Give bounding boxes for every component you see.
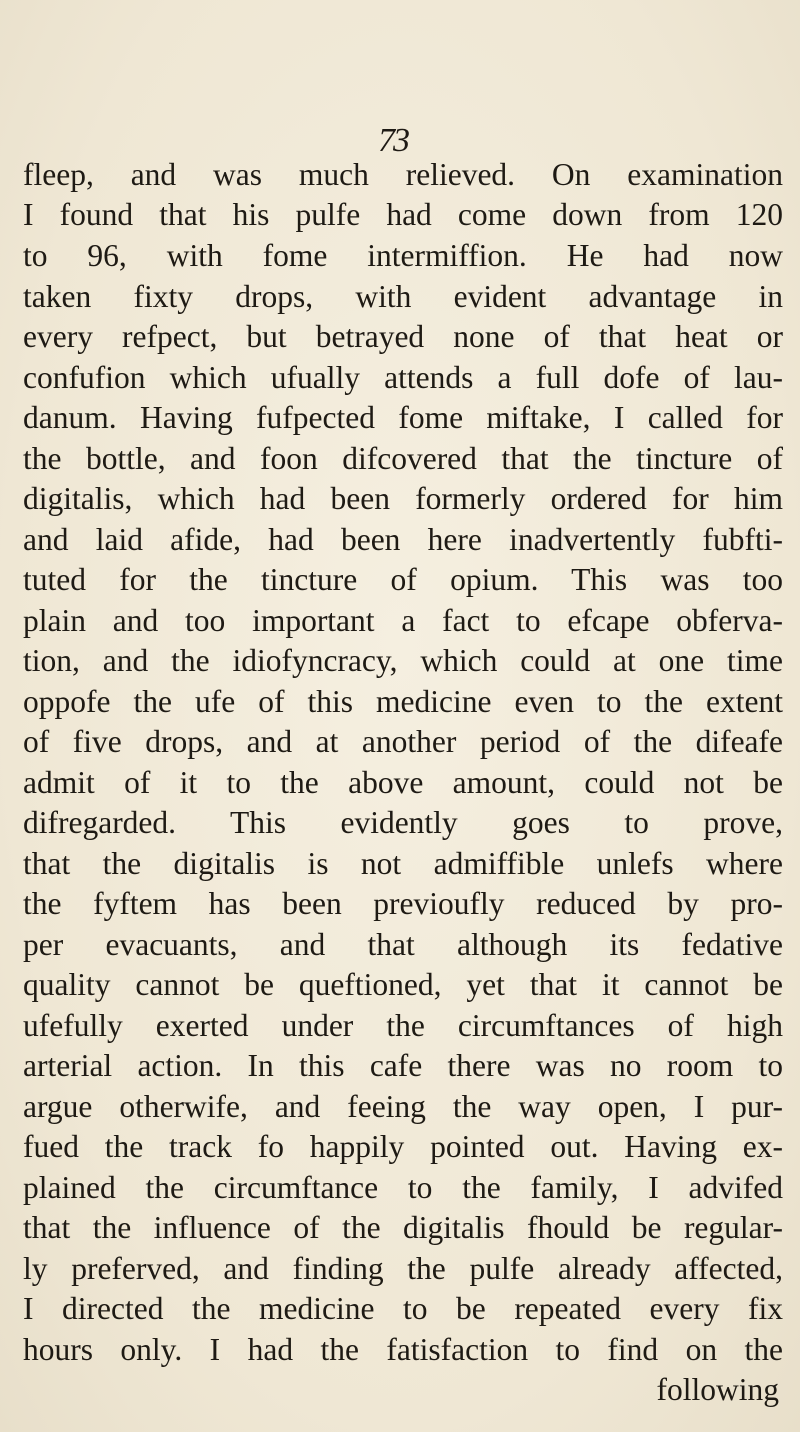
text-line: I found that his pulfe had come down from 120 bbox=[23, 197, 783, 232]
text-line: the bottle, and foon difcovered that the tincture of bbox=[23, 441, 783, 476]
text-line: plain and too important a fact to efcape obferva- bbox=[23, 603, 783, 638]
text-line: hours only. I had the fatisfaction to find on the bbox=[23, 1332, 783, 1367]
text-line: confufion which ufually attends a full dofe of lau- bbox=[23, 360, 783, 395]
text-line: taken fixty drops, with evident advantage in bbox=[23, 279, 783, 314]
text-line: plained the circumftance to the family, I advifed bbox=[23, 1170, 783, 1205]
text-line: quality cannot be queftioned, yet that it cannot be bbox=[23, 967, 783, 1002]
text-line: arterial action. In this cafe there was no room to bbox=[23, 1048, 783, 1083]
text-line: to 96, with fome intermiffion. He had now bbox=[23, 238, 783, 273]
text-line: admit of it to the above amount, could not be bbox=[23, 765, 783, 800]
text-line: I directed the medicine to be repeated every fix bbox=[23, 1291, 783, 1326]
text-line: danum. Having fufpected fome miftake, I called for bbox=[23, 400, 783, 435]
text-line: ufefully exerted under the circumftances of high bbox=[23, 1008, 783, 1043]
text-line: that the influence of the digitalis fhould be regular- bbox=[23, 1210, 783, 1245]
text-line: ly preferved, and finding the pulfe already affected, bbox=[23, 1251, 783, 1286]
text-line: that the digitalis is not admiffible unlefs where bbox=[23, 846, 783, 881]
text-line: fleep, and was much relieved. On examination bbox=[23, 157, 783, 192]
text-line: per evacuants, and that although its fedative bbox=[23, 927, 783, 962]
text-line: argue otherwife, and feeing the way open, I pur- bbox=[23, 1089, 783, 1124]
text-line: oppofe the ufe of this medicine even to the extent bbox=[23, 684, 783, 719]
text-line: the fyftem has been previoufly reduced by pro- bbox=[23, 886, 783, 921]
text-line: fued the track fo happily pointed out. Having ex- bbox=[23, 1129, 783, 1164]
text-line: digitalis, which had been formerly ordered for him bbox=[23, 481, 783, 516]
text-line: tuted for the tincture of opium. This was too bbox=[23, 562, 783, 597]
text-line: tion, and the idiofyncracy, which could at one time bbox=[23, 643, 783, 678]
text-line: every refpect, but betrayed none of that heat or bbox=[23, 319, 783, 354]
text-line: of five drops, and at another period of the difeafe bbox=[23, 724, 783, 759]
page-number: 73 bbox=[378, 122, 408, 159]
text-line: difregarded. This evidently goes to prove, bbox=[23, 805, 783, 840]
text-line: and laid afide, had been here inadvertently fubfti- bbox=[23, 522, 783, 557]
catchword: following bbox=[656, 1372, 779, 1407]
